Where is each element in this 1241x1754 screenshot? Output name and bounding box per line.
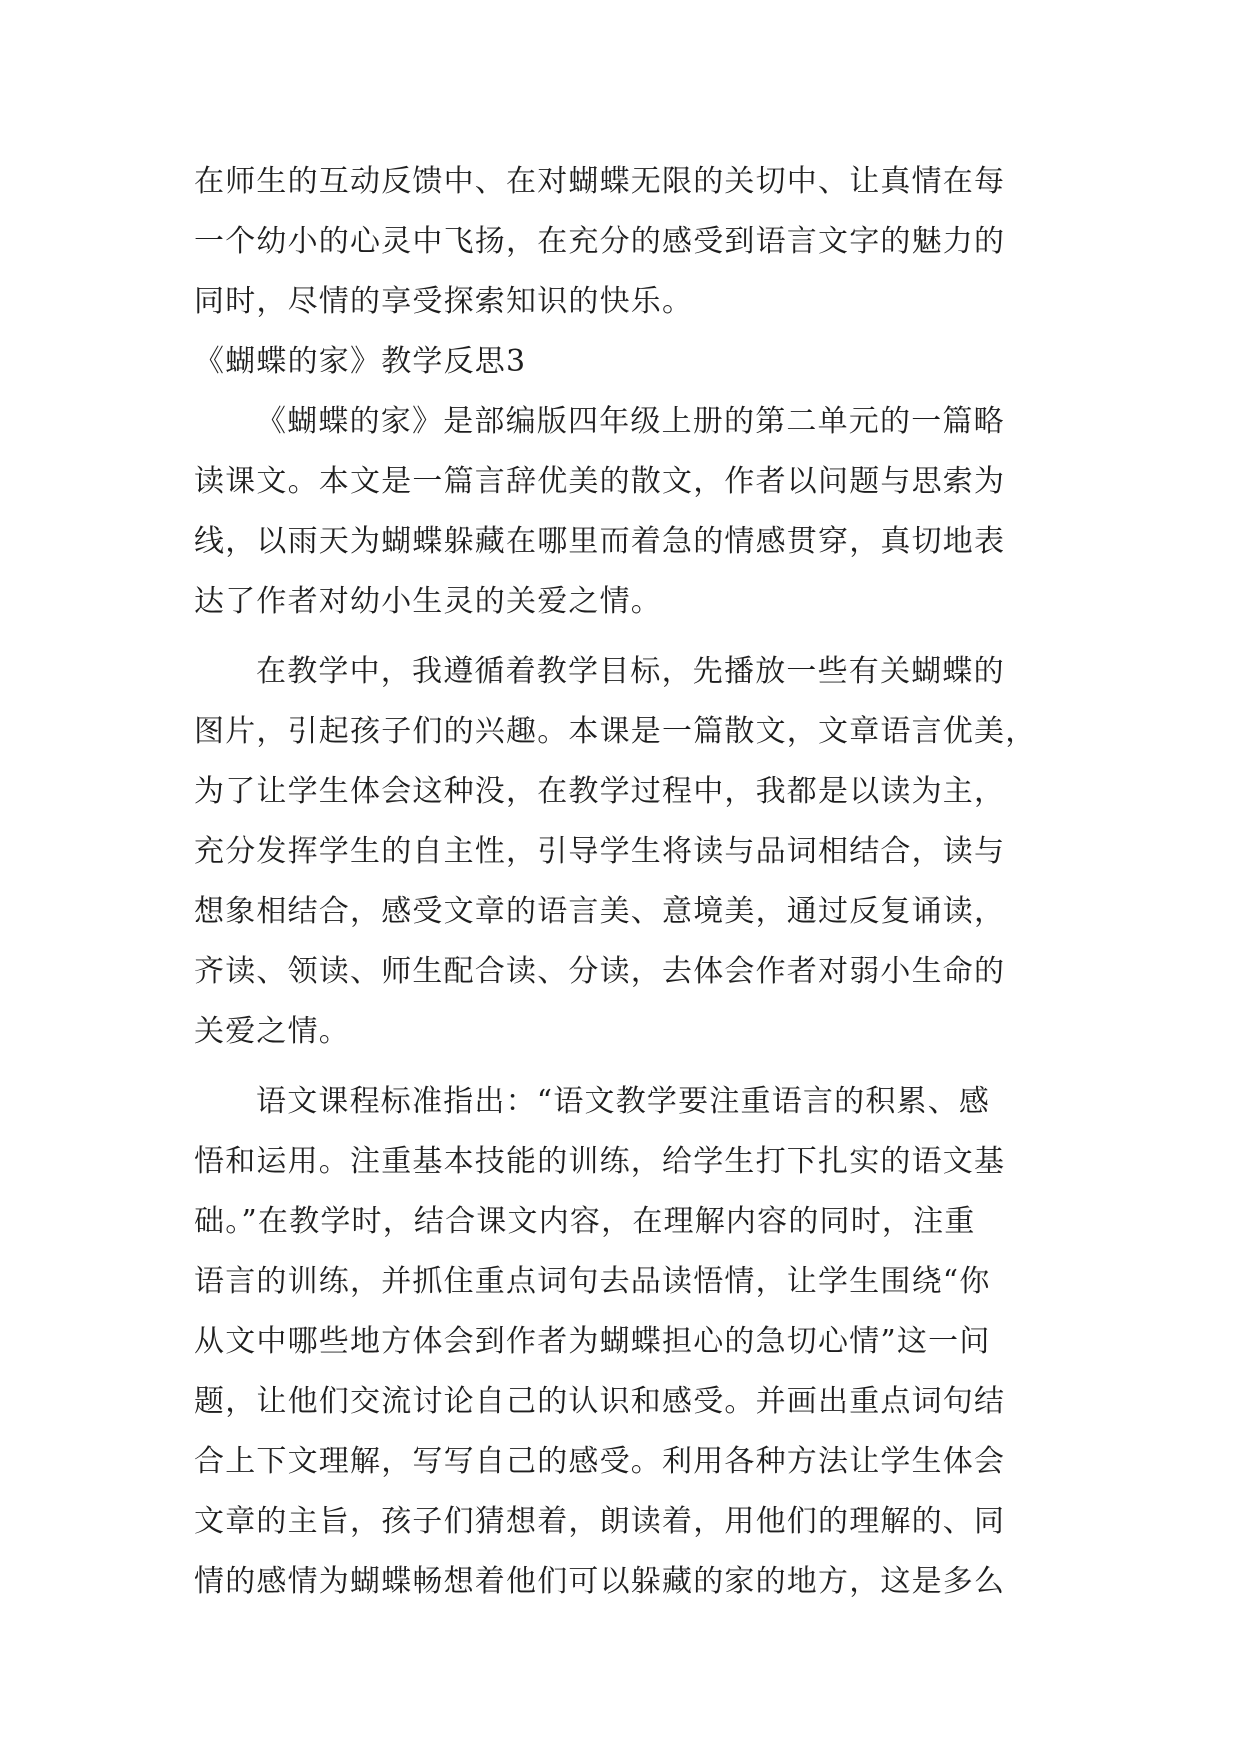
text-line: 语文课程标准指出：“语文教学要注重语言的积累、感 (256, 1084, 991, 1119)
text-line: 达了作者对幼小生灵的关爱之情。 (194, 584, 662, 619)
heading-line: 《蝴蝶的家》教学反思3 (194, 344, 527, 379)
text-line: 悟和运用。注重基本技能的训练，给学生打下扎实的语文基 (194, 1144, 1006, 1179)
paragraph (194, 1072, 1054, 1612)
paragraph-gap (194, 632, 1054, 642)
paragraph-continuation (194, 152, 1054, 332)
text-line: 题，让他们交流讨论自己的认识和感受。并画出重点词句结 (194, 1384, 1006, 1419)
text-line: 在教学中，我遵循着教学目标，先播放一些有关蝴蝶的 (256, 654, 1005, 689)
text-line: 想象相结合，感受文章的语言美、意境美，通过反复诵读， (194, 894, 1006, 929)
text-line: 关爱之情。 (194, 1014, 350, 1049)
text-line: 从文中哪些地方体会到作者为蝴蝶担心的急切心情”这一问 (194, 1324, 991, 1359)
paragraph (194, 392, 1054, 632)
text-line: 语言的训练，并抓住重点词句去品读悟情，让学生围绕“你 (194, 1264, 991, 1299)
text-line: 充分发挥学生的自主性，引导学生将读与品词相结合，读与 (194, 834, 1006, 869)
text-line: 合上下文理解，写写自己的感受。利用各种方法让学生体会 (194, 1444, 1006, 1479)
paragraph (194, 642, 1054, 1062)
document-body (194, 152, 1054, 1612)
text-line: 础。”在教学时，结合课文内容，在理解内容的同时，注重 (194, 1204, 976, 1239)
text-line: 《蝴蝶的家》是部编版四年级上册的第二单元的一篇略 (256, 404, 1005, 439)
text-line: 读课文。本文是一篇言辞优美的散文，作者以问题与思索为 (194, 464, 1006, 499)
text-line: 在师生的互动反馈中、在对蝴蝶无限的关切中、让真情在每 (194, 164, 1006, 199)
text-line: 图片，引起孩子们的兴趣。本课是一篇散文，文章语言优美， (194, 714, 1037, 749)
text-line: 情的感情为蝴蝶畅想着他们可以躲藏的家的地方，这是多么 (194, 1564, 1006, 1599)
text-line: 线，以雨天为蝴蝶躲藏在哪里而着急的情感贯穿，真切地表 (194, 524, 1006, 559)
text-line: 齐读、领读、师生配合读、分读，去体会作者对弱小生命的 (194, 954, 1006, 989)
text-line: 同时，尽情的享受探索知识的快乐。 (194, 284, 694, 319)
paragraph-gap (194, 1062, 1054, 1072)
text-line: 为了让学生体会这种没，在教学过程中，我都是以读为主， (194, 774, 1006, 809)
text-line: 文章的主旨，孩子们猜想着，朗读着，用他们的理解的、同 (194, 1504, 1006, 1539)
text-line: 一个幼小的心灵中飞扬，在充分的感受到语言文字的魅力的 (194, 224, 1006, 259)
section-heading (194, 332, 1054, 392)
